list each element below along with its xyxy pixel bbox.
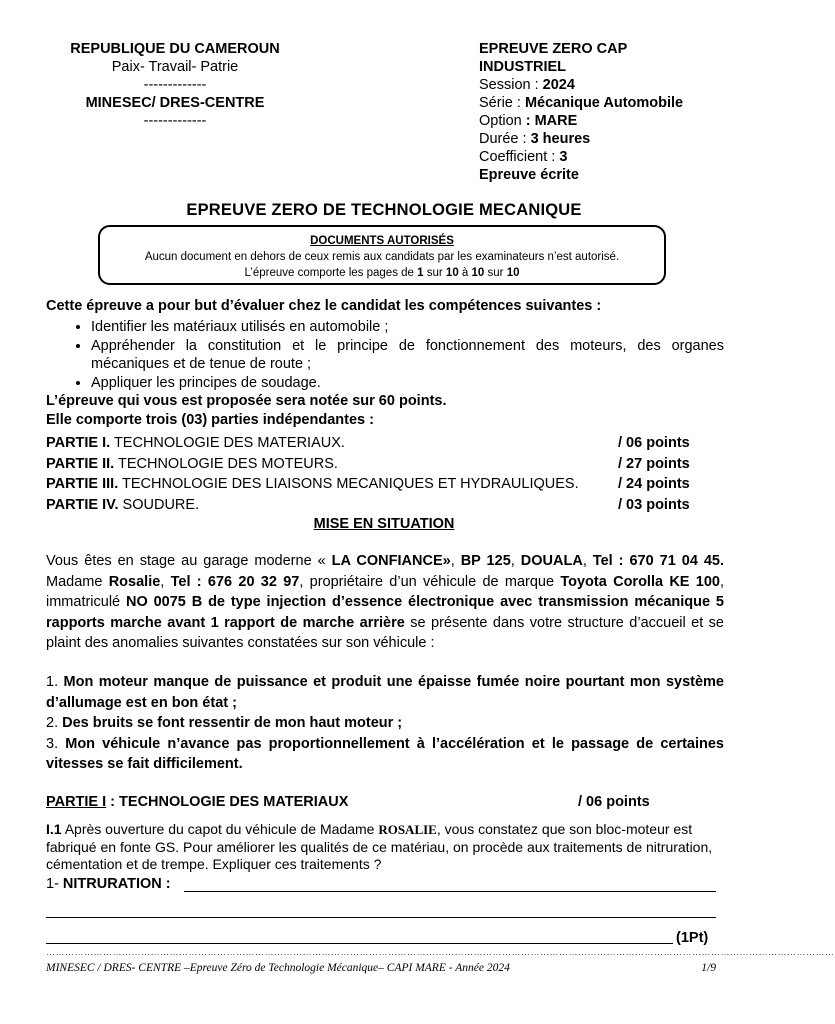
issue-number: 1.: [46, 674, 64, 690]
text: , vous constatez que son bloc-moteur est fabriqué en fonte GS. Pour améliorer les qualités de ce matériau, on procède aux traitements de nitruration, cémentation et de trempe. Expliquer ces traitements ?: [46, 821, 713, 872]
header-left: [40, 40, 310, 130]
issue-number: 3.: [46, 735, 66, 752]
text: ,: [510, 553, 521, 569]
part-points: / 06 points: [618, 435, 690, 451]
part-points: / 24 points: [618, 476, 690, 492]
separator: -------------: [143, 113, 207, 129]
garage-phone: Tel : 670 71 04 45.: [592, 553, 725, 569]
documents-line1: Aucun document en dehors de ceux remis aux candidats par les examinateurs n’est autorisé.: [144, 251, 620, 263]
issue-text: Mon moteur manque de puissance et produit une épaisse fumée noire pourtant mon système d’allumage est en bon état ;: [46, 674, 724, 711]
part-points: / 03 points: [618, 496, 690, 513]
national-motto: Paix- Travail- Patrie: [111, 59, 239, 75]
list-item: • Appliquer les principes de soudage.: [91, 374, 724, 393]
list-item: • Appréhender la constitution et le principe de fonctionnement des moteurs, des organes mécaniques et de tenue de route ;: [91, 337, 724, 374]
answer-line[interactable]: [46, 943, 673, 944]
page-footer: [46, 962, 722, 974]
client-name: ROSALIE: [378, 822, 437, 837]
part-name: TECHNOLOGIE DES MATERIAUX.: [110, 435, 345, 451]
text: à: [458, 267, 472, 279]
page-number: 10: [506, 267, 520, 279]
question-number: I.1: [46, 821, 62, 837]
duree-label: Durée :: [479, 131, 531, 147]
page-number: 1: [417, 267, 424, 279]
note-line: L’épreuve qui vous est proposée sera notée sur 60 points.: [46, 393, 447, 409]
documents-line2: [100, 265, 664, 281]
answer-item: [46, 876, 171, 892]
intro-section: [46, 297, 724, 430]
documents-box: [98, 225, 666, 285]
text: , propriétaire d’un véhicule de marque: [299, 573, 561, 590]
serie-info: [479, 94, 749, 112]
issue-text: Mon véhicule n’avance pas proportionnellement à l’accélération et le passage de certaines vitesses se fait difficilement.: [46, 735, 724, 772]
duree-info: [479, 130, 749, 148]
answer-line[interactable]: [46, 917, 716, 918]
coefficient-value: 3: [559, 149, 568, 165]
text: ,: [450, 553, 461, 569]
answer-line[interactable]: [184, 891, 716, 892]
session-info: [479, 76, 749, 94]
session-value: 2024: [542, 77, 575, 93]
page-number: 10: [471, 267, 485, 279]
coefficient-info: [479, 148, 749, 166]
item-number: 1-: [46, 876, 63, 892]
list-item: [46, 734, 724, 775]
duree-value: 3 heures: [530, 131, 591, 147]
list-item: [46, 672, 724, 713]
issues-list: [46, 672, 724, 775]
option-label: Option: [479, 113, 526, 129]
part-label: PARTIE III.: [46, 476, 119, 492]
serie-label: Série :: [479, 95, 525, 111]
partie1-label: PARTIE I: [46, 794, 107, 810]
coefficient-label: Coefficient :: [479, 149, 560, 165]
part-name: TECHNOLOGIE DES MOTEURS.: [114, 455, 338, 472]
text: sur: [423, 267, 446, 279]
parts-list: [46, 433, 724, 515]
garage-bp: BP 125: [460, 553, 511, 569]
country-name: REPUBLIQUE DU CAMEROUN: [70, 41, 280, 57]
text: se présente dans votre structure d’accueil et se plaint des anomalies suivantes constatées sur son véhicule :: [46, 614, 724, 651]
client-name: Rosalie: [108, 573, 161, 590]
text: Après ouverture du capot du véhicule de Madame: [61, 821, 379, 837]
part-row: [46, 495, 724, 516]
score-label: (1Pt): [676, 930, 709, 946]
vehicle-details: NO 0075 B de type injection d’essence électronique avec transmission mécanique 5 rapports marche avant 1 rapport de marche arrière: [46, 594, 725, 631]
list-item: [46, 713, 724, 734]
question-i1: [46, 821, 724, 874]
text: ,: [160, 573, 171, 590]
item-label: NITRURATION :: [62, 876, 171, 892]
part-row: [46, 474, 724, 495]
part-label: PARTIE IV.: [46, 496, 119, 513]
text: , immatriculé: [46, 573, 724, 610]
text: Vous êtes en stage au garage moderne «: [46, 553, 332, 569]
garage-name: LA CONFIANCE»: [331, 553, 451, 569]
session-label: Session :: [479, 77, 543, 93]
partie1-heading: [46, 794, 724, 810]
exam-title-line1: EPREUVE ZERO CAP: [479, 41, 628, 57]
serie-value: Mécanique Automobile: [524, 95, 684, 111]
client-phone: Tel : 676 20 32 97: [170, 573, 300, 590]
part-points: / 27 points: [618, 455, 690, 472]
situation-paragraph: [46, 551, 724, 654]
page-number: 10: [445, 267, 459, 279]
part-name: SOUDURE.: [118, 496, 200, 513]
exam-title-line2: INDUSTRIEL: [479, 59, 566, 75]
part-name: TECHNOLOGIE DES LIAISONS MECANIQUES ET HYDRAULIQUES.: [118, 476, 579, 492]
separator: -------------: [143, 77, 207, 93]
competences-title: Cette épreuve a pour but d’évaluer chez le candidat les compétences suivantes :: [46, 298, 602, 314]
text: L’épreuve comporte les pages de: [244, 267, 418, 279]
text: ,: [582, 553, 593, 569]
text: sur: [484, 267, 507, 279]
option-value: : MARE: [525, 113, 578, 129]
competences-list: [46, 318, 724, 392]
vehicle-model: Toyota Corolla KE 100: [560, 573, 720, 590]
header-right: [479, 40, 749, 184]
partie1-points: / 06 points: [578, 794, 650, 810]
parts-line: Elle comporte trois (03) parties indépendantes :: [46, 412, 374, 428]
part-label: PARTIE I.: [46, 435, 111, 451]
garage-city: DOUALA: [520, 553, 583, 569]
ministry-name: MINESEC/ DRES-CENTRE: [85, 95, 265, 111]
issue-number: 2.: [46, 715, 63, 731]
issue-text: Des bruits se font ressentir de mon haut moteur ;: [62, 715, 403, 731]
epreuve-type: Epreuve écrite: [479, 167, 579, 183]
partie1-title: : TECHNOLOGIE DES MATERIAUX: [106, 794, 349, 810]
list-item: • Identifier les matériaux utilisés en automobile ;: [91, 318, 724, 337]
part-row: [46, 433, 724, 454]
page-title: EPREUVE ZERO DE TECHNOLOGIE MECANIQUE: [186, 201, 582, 219]
page-number: 1/9: [701, 962, 716, 974]
part-label: PARTIE II.: [46, 455, 115, 472]
situation-heading: MISE EN SITUATION: [313, 516, 455, 532]
footer-separator: ……………………………………………………………………………………………………………………………………………………………………………………………………………………………: [46, 947, 835, 957]
footer-text: MINESEC / DRES- CENTRE –Epreuve Zéro de Technologie Mécanique– CAPI MARE - Année 2024: [46, 962, 510, 974]
documents-heading: DOCUMENTS AUTORISÉS: [310, 235, 454, 247]
part-row: [46, 454, 724, 475]
option-info: [479, 112, 749, 130]
text: Madame: [46, 573, 109, 590]
